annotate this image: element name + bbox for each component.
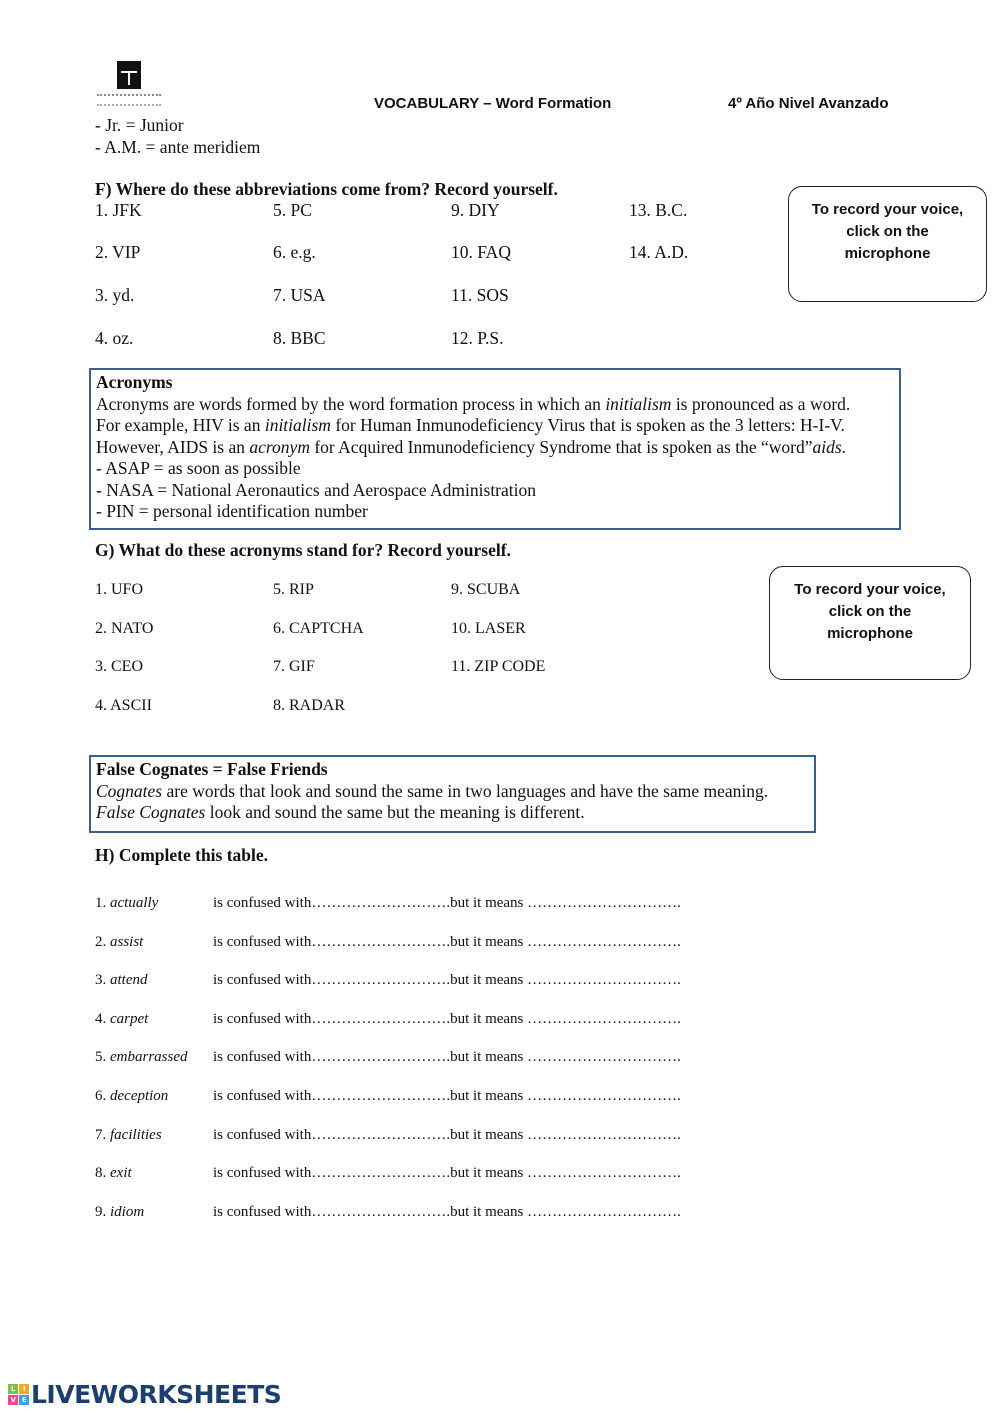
answer-blanks[interactable]: is confused with……………………….but it means …………………………. [213, 1049, 681, 1066]
acronym-item: 9. SCUBA [451, 581, 521, 598]
acronyms-info-box [89, 368, 901, 530]
false-friend-word: 8. exit [95, 1165, 132, 1182]
answer-blanks[interactable]: is confused with……………………….but it means …………………………. [213, 1010, 681, 1027]
abbreviation-item: 5. PC [273, 200, 312, 220]
abbreviation-item: 12. P.S. [451, 328, 504, 348]
abbreviation-item: 1. JFK [95, 200, 142, 220]
false-friend-word: 4. carpet [95, 1010, 149, 1027]
acronym-item: 8. RADAR [273, 697, 346, 714]
acronym-item: 6. CAPTCHA [273, 620, 364, 637]
acronym-item: 1. UFO [95, 581, 144, 598]
section-h-title: H) Complete this table. [95, 845, 269, 865]
record-text: microphone [844, 245, 931, 262]
acronym-item: 10. LASER [451, 620, 526, 637]
level-label: 4º Año Nivel Avanzado [728, 95, 889, 112]
record-text: microphone [827, 625, 913, 642]
answer-blanks[interactable]: is confused with……………………….but it means …………………………. [213, 895, 681, 911]
abbreviation-item: 4. oz. [95, 328, 134, 348]
false-friend-word: 2. assist [95, 933, 144, 950]
acronym-item: 5. RIP [273, 581, 314, 598]
intro-line: - A.M. = ante meridiem [95, 137, 261, 157]
brand-name: LIVEWORKSHEETS [31, 1380, 282, 1409]
abbreviation-item: 3. yd. [95, 285, 135, 305]
liveworksheets-logo [8, 1380, 281, 1409]
box-line: However, AIDS is an acronym for Acquired Inmunodeficiency Syndrome that is spoken as the “word”aids. [96, 436, 847, 457]
answer-blanks[interactable]: is confused with……………………….but it means …………………………. [213, 1126, 681, 1143]
abbreviation-item: 10. FAQ [451, 242, 511, 262]
box-title: False Cognates = False Friends [96, 759, 328, 779]
worksheet-title: VOCABULARY – Word Formation [374, 95, 612, 112]
abbreviation-item: 2. VIP [95, 242, 141, 262]
section-f-title: F) Where do these abbreviations come from? Record yourself. [95, 179, 558, 199]
answer-blanks[interactable]: is confused with……………………….but it means …………………………. [213, 933, 681, 950]
abbreviation-item: 6. e.g. [273, 242, 316, 262]
false-friend-word: 5. embarrassed [95, 1049, 188, 1066]
record-text: To record your voice, [811, 201, 964, 218]
record-text: To record your voice, [794, 581, 946, 598]
acronym-item: 11. ZIP CODE [451, 658, 546, 675]
box-line: Cognates are words that look and sound the same in two languages and have the same meaning. [96, 780, 769, 801]
abbreviation-item: 13. B.C. [629, 200, 688, 220]
false-friend-word: 7. facilities [95, 1126, 162, 1143]
acronym-item: 7. GIF [273, 658, 315, 675]
abbreviation-item: 7. USA [273, 285, 326, 305]
intro-line: - Jr. = Junior [95, 115, 184, 135]
abbreviation-item: 14. A.D. [629, 242, 689, 262]
record-voice-button[interactable] [788, 186, 987, 302]
false-friend-word: 9. idiom [95, 1203, 145, 1220]
example-line: - PIN = personal identification number [96, 501, 368, 521]
record-text: click on the [828, 603, 912, 620]
acronym-item: 2. NATO [95, 620, 154, 637]
example-line: - ASAP = as soon as possible [96, 458, 301, 478]
box-line: For example, HIV is an initialism for Human Inmunodeficiency Virus that is spoken as the 3 letters: H-I-V. [96, 415, 845, 435]
box-line: False Cognates look and sound the same but the meaning is different. [96, 802, 585, 822]
false-friend-word: 1. actually [95, 895, 159, 911]
answer-blanks[interactable]: is confused with……………………….but it means …………………………. [213, 972, 681, 989]
false-cognates-info-box [89, 755, 816, 833]
record-voice-button[interactable] [769, 566, 971, 680]
school-logo [117, 61, 141, 89]
answer-blanks[interactable]: is confused with……………………….but it means …………………………. [213, 1165, 681, 1182]
false-friend-word: 6. deception [95, 1088, 169, 1104]
acronym-item: 4. ASCII [95, 697, 152, 714]
example-line: - NASA = National Aeronautics and Aerospace Administration [96, 479, 536, 500]
box-title: Acronyms [96, 372, 173, 392]
abbreviation-item: 9. DIY [451, 200, 500, 220]
box-line: Acronyms are words formed by the word formation process in which an initialism is pronounced as a word. [96, 393, 851, 414]
acronym-item: 3. CEO [95, 658, 143, 675]
logo-caption [97, 94, 161, 106]
live-icon: L I V E [8, 1384, 29, 1405]
record-text: click on the [846, 223, 929, 240]
false-friend-word: 3. attend [95, 972, 148, 989]
answer-blanks[interactable]: is confused with……………………….but it means …………………………. [213, 1203, 681, 1220]
abbreviation-item: 8. BBC [273, 328, 326, 348]
answer-blanks[interactable]: is confused with……………………….but it means …………………………. [213, 1088, 681, 1104]
section-g-title: G) What do these acronyms stand for? Record yourself. [95, 540, 511, 560]
abbreviation-item: 11. SOS [451, 285, 509, 305]
